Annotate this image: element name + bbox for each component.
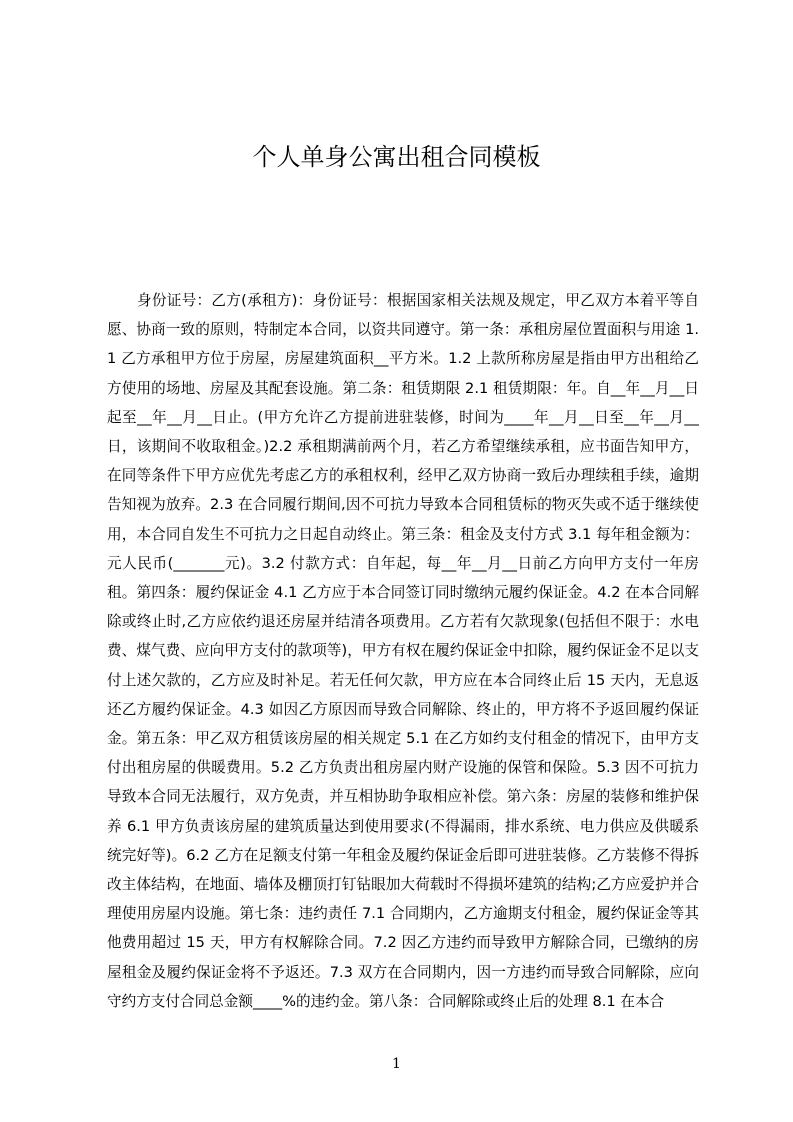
- page-number: 1: [392, 1056, 401, 1072]
- document-body-text: 身份证号：乙方(承租方)：身份证号：根据国家相关法规及规定，甲乙双方本着平等自愿、协商一致的原则，特制定本合同，以资共同遵守。第一条：承租房屋位置面积与用途 1.1 乙方承租甲方位于房屋，房屋建筑面积__平方米。1.2 上款所称房屋是指由甲方出租给乙方使用的场地、房屋及其配套设施。第二条：租赁期限 2.1 租赁期限：年。自__年__月__日起至__年__月__日止。(甲方允许乙方提前进驻装修，时间为____年__月__日至__年__月__日，该期间不收取租金。)2.2 承租期满前两个月，若乙方希望继续承租，应书面告知甲方，在同等条件下甲方应优先考虑乙方的承租权利，经甲乙双方协商一致后办理续租手续，逾期告知视为放弃。2.3 在合同履行期间,因不可抗力导致本合同租赁标的物灭失或不适于继续使用，本合同自发生不可抗力之日起自动终止。第三条：租金及支付方式 3.1 每年租金额为：元人民币(_______元)。3.2 付款方式：自年起，每__年__月__日前乙方向甲方支付一年房租。第四条：履约保证金 4.1 乙方应于本合同签订同时缴纳元履约保证金。4.2 在本合同解除或终止时,乙方应依约退还房屋并结清各项费用。乙方若有欠款现象(包括但不限于：水电费、煤气费、应向甲方支付的款项等)，甲方有权在履约保证金中扣除，履约保证金不足以支付上述欠款的，乙方应及时补足。若无任何欠款，甲方应在本合同终止后 15 天内，无息返还乙方履约保证金。4.3 如因乙方原因而导致合同解除、终止的，甲方将不予返回履约保证金。第五条：甲乙双方租赁该房屋的相关规定 5.1 在乙方如约支付租金的情况下，由甲方支付出租房屋的供暖费用。5.2 乙方负责出租房屋内财产设施的保管和保险。5.3 因不可抗力导致本合同无法履行，双方免责，并互相协助争取相应补偿。第六条：房屋的装修和维护保养 6.1 甲方负责该房屋的建筑质量达到使用要求(不得漏雨，排水系统、电力供应及供暖系统完好等)。6.2 乙方在足额支付第一年租金及履约保证金后即可进驻装修。乙方装修不得拆改主体结构，在地面、墙体及棚顶打钉钻眼加大荷载时不得损坏建筑的结构;乙方应爱护并合理使用房屋内设施。第七条：违约责任 7.1 合同期内，乙方逾期支付租金，履约保证金等其他费用超过 15 天，甲方有权解除合同。7.2 因乙方违约而导致甲方解除合同，已缴纳的房屋租金及履约保证金将不予返还。7.3 双方在合同期内，因一方违约而导致合同解除，应向守约方支付合同总金额____%的违约金。第八条：合同解除或终止后的处理 8.1 在本合: [107, 292, 699, 1010]
- document-title: 个人单身公寓出租合同模板: [252, 143, 541, 171]
